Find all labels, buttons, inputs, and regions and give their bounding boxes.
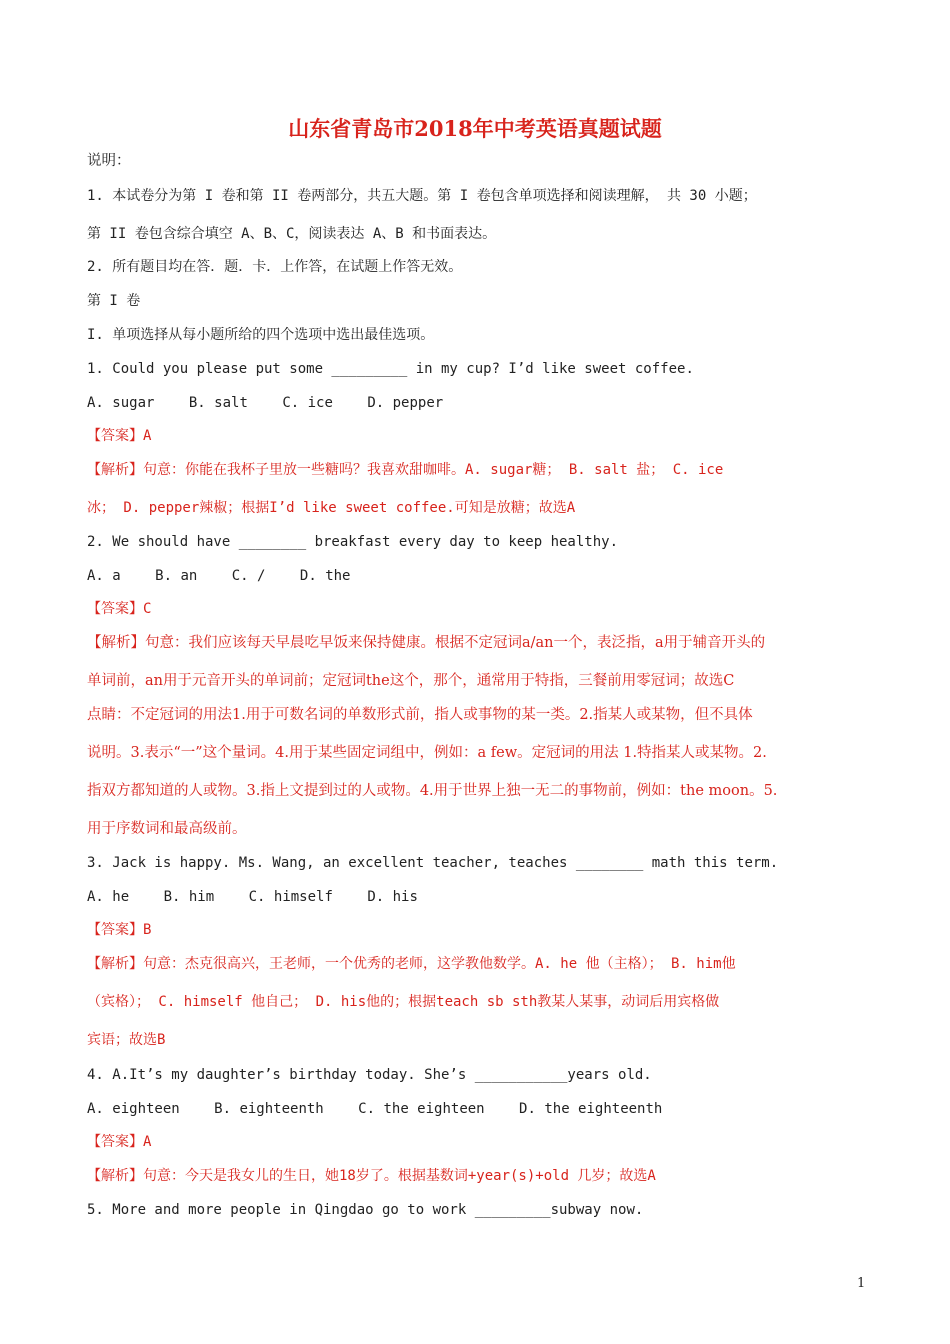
question-options [87, 393, 469, 413]
option: A. eighteen [87, 1101, 180, 1117]
analysis-line: 单词前，an用于元音开头的单词前；定冠词the这个，那个，通常用于特指，三餐前用零冠词；故选C [87, 673, 735, 689]
analysis-line: 宾语；故选B [87, 1032, 166, 1048]
option: A. sugar [87, 395, 155, 411]
analysis-line: 指双方都知道的人或物。3.指上文提到过的人或物。4.用于世界上独一无二的事物前，例如：the moon。5. [87, 783, 778, 799]
analysis-line: （宾格）； C. himself 他自己； D. his他的；根据teach sb sth教某人某事，动词后用宾格做 [87, 994, 720, 1010]
intro-item-2: 2. 所有题目均在答．题．卡．上作答，在试题上作答无效。 [87, 259, 463, 275]
question-stem: 5. More and more people in Qingdao go to work _________subway now. [87, 1202, 644, 1218]
option: A. a [87, 568, 121, 584]
page-number: 1 [857, 1276, 866, 1291]
answer-label: 【答案】B [87, 922, 152, 938]
option: A. he [87, 889, 130, 905]
option: B. eighteenth [214, 1101, 324, 1117]
question-options [87, 1099, 688, 1119]
question-options [87, 566, 376, 586]
answer-label: 【答案】C [87, 601, 152, 617]
analysis-line: 冰； D. pepper辣椒；根据I’d like sweet coffee.可知是放糖；故选A [87, 500, 576, 516]
analysis-line: 【解析】句意：今天是我女儿的生日，她18岁了。根据基数词+year(s)+old 几岁；故选A [87, 1168, 656, 1184]
option: C. himself [248, 889, 333, 905]
intro-item-1a: 1. 本试卷分为第 I 卷和第 II 卷两部分，共五大题。第 I 卷包含单项选择和阅读理解， 共 30 小题； [87, 188, 757, 204]
answer-label: 【答案】A [87, 428, 152, 444]
analysis-line: 说明。3.表示“一”这个量词。4.用于某些固定词组中，例如：a few。定冠词的用法 1.特指某人或某物。2. [87, 745, 767, 761]
volume-heading: 第 I 卷 [87, 293, 141, 309]
analysis-line: 【解析】句意：杰克很高兴，王老师，一个优秀的老师，这学教他数学。A. he 他（主格）； B. him他 [87, 956, 736, 972]
question-stem: 4. A.It’s my daughter’s birthday today. She’s ___________years old. [87, 1067, 652, 1083]
option: B. salt [188, 395, 248, 411]
option: D. pepper [367, 395, 444, 411]
section-heading: I. 单项选择从每小题所给的四个选项中选出最佳选项。 [87, 327, 435, 343]
analysis-line: 【解析】句意：你能在我杯子里放一些糖吗？我喜欢甜咖啡。A. sugar糖； B. salt 盐； C. ice [87, 462, 724, 478]
option: D. the eighteenth [519, 1101, 663, 1117]
option: B. an [155, 568, 198, 584]
document-title: 山东省青岛市2018年中考英语真题试题 [288, 116, 662, 141]
analysis-line: 【解析】句意：我们应该每天早晨吃早饭来保持健康。根据不定冠词a/an一个，表泛指，a用于辅音开头的 [87, 635, 766, 651]
option: C. ice [282, 395, 333, 411]
question-stem: 1. Could you please put some _________ in my cup? I’d like sweet coffee. [87, 361, 694, 377]
analysis-line: 用于序数词和最高级前。 [87, 821, 247, 837]
option: C. / [231, 568, 266, 584]
analysis-line: 点睛：不定冠词的用法1.用于可数名词的单数形式前，指人或事物的某一类。2.指某人或某物，但不具体 [87, 707, 753, 723]
option: D. the [299, 568, 351, 584]
question-stem: 3. Jack is happy. Ms. Wang, an excellent teacher, teaches ________ math this term. [87, 855, 779, 871]
option: D. his [367, 889, 418, 905]
intro-label: 说明： [87, 153, 131, 169]
question-stem: 2. We should have ________ breakfast every day to keep healthy. [87, 534, 619, 550]
option: B. him [163, 889, 215, 905]
intro-item-1b: 第 II 卷包含综合填空 A、B、C，阅读表达 A、B 和书面表达。 [87, 226, 497, 242]
answer-label: 【答案】A [87, 1134, 152, 1150]
question-options [87, 887, 444, 907]
option: C. the eighteen [358, 1101, 485, 1117]
